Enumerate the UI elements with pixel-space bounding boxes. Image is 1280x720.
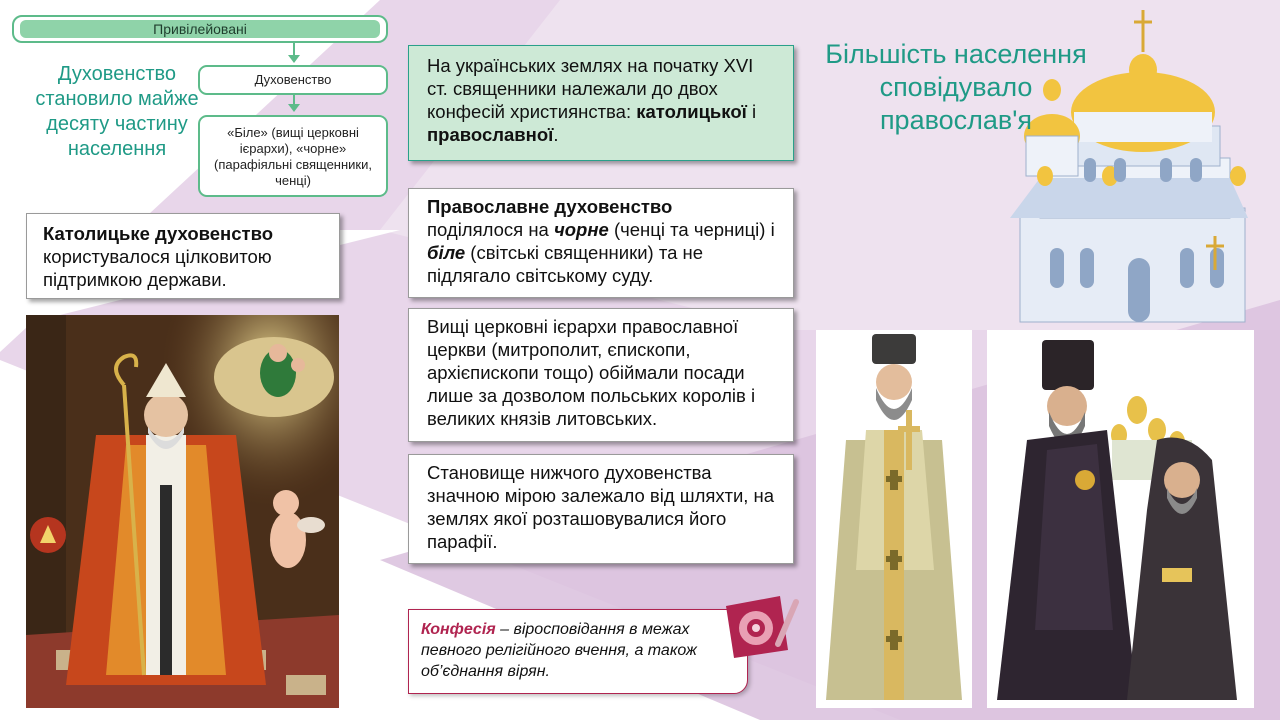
scheme-privileged: [12, 15, 388, 43]
and-word: і: [751, 101, 757, 122]
orthodox-clergy-title: Православне духовенство: [427, 196, 673, 217]
catholic-clergy-text: користувалося цілковитою підтримкою держави.: [43, 246, 272, 290]
orthodox-word: православної: [427, 124, 554, 145]
black-clergy-term: чорне: [553, 219, 609, 240]
clergy-note: Духовенство становило майже десяту частину населення: [35, 63, 199, 160]
catholic-clergy-box: [26, 213, 340, 299]
white-clergy-term: біле: [427, 242, 466, 263]
catholic-bishop-painting: [26, 315, 339, 708]
confessions-text: На українських землях на початку XVI ст. священники належали до двох конфесій християнства:: [427, 55, 754, 122]
orthodox-clergy-text-1: поділялося на: [427, 219, 549, 240]
hierarchs-text: Вищі церковні ієрархи православної церкви (митрополит, єпископи, архієпископи тощо) обіймали посади лише за дозволом польських королів і великих князів литовських.: [427, 316, 756, 429]
sentence-end: .: [553, 124, 559, 145]
scheme-privileged-label: Привілейовані: [20, 20, 380, 38]
scheme-white-black: «Біле» (вищі церковні ієрархи), «чорне» (парафіяльні священники, ченці): [198, 115, 388, 197]
orthodox-clergy-box: [408, 188, 794, 298]
definition-term: Конфесія: [421, 621, 496, 638]
lower-clergy-text: Становище нижчого духовенства значною мірою залежало від шляхти, на землях якої розташовувалися його парафії.: [427, 462, 775, 552]
orthodox-clergy-text-2: (ченці та черниці) і: [613, 219, 775, 240]
lower-clergy-box: [408, 454, 794, 564]
scheme-clergy: Духовенство: [198, 65, 388, 95]
hierarchs-box: [408, 308, 794, 442]
catholic-word: католицької: [636, 101, 747, 122]
orthodox-clergy-text-3: (світські священники) та не підлягало світському суду.: [427, 242, 704, 286]
bishop-and-monk-illustration: [987, 330, 1254, 708]
orthodox-priest-illustration: [816, 330, 972, 708]
down-arrow-icon: [288, 104, 300, 113]
cross-icon: [1134, 10, 1152, 52]
down-arrow-icon: [288, 55, 300, 64]
definition-text: – віросповідання в межах певного релігійного вчення, а також об’єднання вірян.: [421, 621, 697, 680]
definition-box: [408, 609, 748, 694]
confessions-box: [408, 45, 794, 161]
gear-pencil-icon: [720, 592, 800, 662]
right-title: Більшість населення сповідувало православ'я: [825, 39, 1087, 135]
catholic-clergy-title: Католицьке духовенство: [43, 223, 274, 244]
